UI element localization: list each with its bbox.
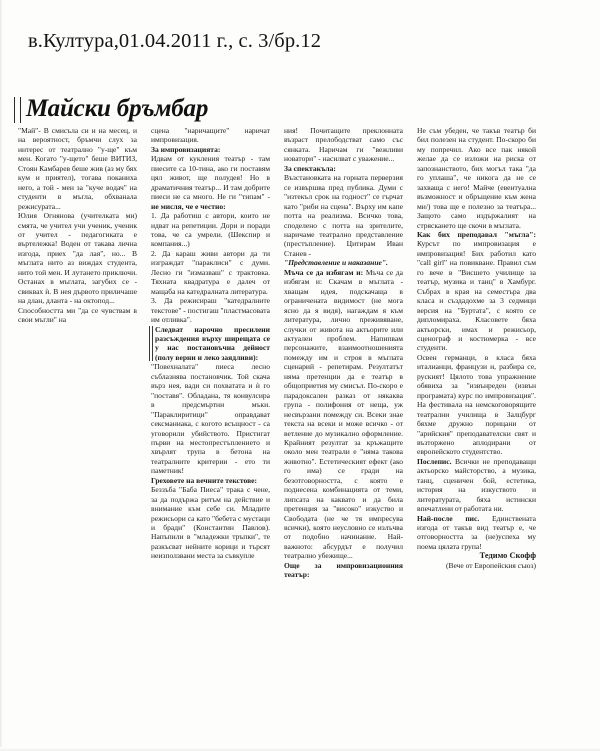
subheading-sins-of-eternal-texts: Греховете на вечните текстове: (151, 475, 258, 485)
paragraph: "Повехналата" пиеса лесно съблазнява постановчик. Той скача върз нея, вади си похватата и ѝ го "поставя". Обладана, тя конвулсира в предсмъртни мъки. "Параклиритици" оправдават сексманиака, с когото всъщност - са уговорили убийството. Пристигат първи на местопрестъплението и хвърлят трупа в бетона на театралните критерии - ето ти паметник! (151, 362, 270, 476)
subheading-more-about-improv-theatre: Още за импровизационния театър: (284, 560, 403, 580)
paragraph (417, 230, 536, 353)
list-item: 1. Да работиш с автори, които не идват на репетиции. Дори и поради това, че са умрели. (Шекспир и компания...) (151, 211, 270, 249)
source-reference-line: в.Култура,01.04.2011 г., с. 3/бр.12 (28, 30, 322, 52)
paragraph-text: Всички не преподаващи актьорско майсторство, а музика, танц, сценичен бой, естетика, история на изкуството и литературата, бяха истински впечатлени от работата ни. (417, 456, 537, 514)
headline-block (14, 96, 208, 123)
column-2 (143, 126, 276, 580)
subheading-about-the-performance: За спектакъла: (284, 163, 336, 173)
paragraph: Възстановката на горната перверзия се извършва пред публика. Думи с "изтекъл срок на годност" се гърчат като "риби на сцена". Върху им капе потта на реализма. Всичко това, споделено с потта на зрителите, наричаме театрално представление (престъпление). Цитирам Иван Станев - (284, 173, 403, 258)
paragraph-text: Идвам от кукления театър - там пиесите са 10-тина, ако ги поставям цял живот, ще полудея! Но в драматичния театър... И там добрите пиеси не са много. Не ги "типам" - (151, 154, 270, 202)
paragraph-lead-bold: Мъча се да избягам и: (284, 267, 366, 277)
headline-text: Майски бръмбар (26, 95, 209, 122)
list-item: 2. Да караш живи автори да ти изграждат "параклиси" с думи. Лесно ги "измазваш" с трактовка. Тяхната квадратура е далеч от мащаба на катедралната литература. (151, 248, 270, 296)
paragraph-text: Мъча се да избягам и: Скачам в мъглата - хващам идея, подскачаща в ограничената видимост (не мога ясно да я видя), нагаждам я към литература, лично преживяване, случки от живота на актьорите или актуален проблем. Напипвам персонажите, взаимоотношенията помежду им и строя в мъглата сценарий - репетирам. Резултатът няма претенции да е театър в общоприетия му смисъл. По-скоро е парадоксален разказ от някаква група - полифония от неща, уж несвързани помежду си. Всеки знае текста на всеки и може всичко - от ветление до музикално оформление. Крайният резултат за кръжащите около мен театрали е "няма такова животно". Естетическият ефект (ако го има) се гради на безотговорността, с която е поднесена комбинацията от теми, липсата на каквато и да била претенция за "високо" изкуство и Свободата (не че тя импресува всички), която неусловно се излъчва от подобно начинание. Най-важното: абсурдът е получил театрално убежище... (284, 267, 403, 561)
paragraph: Не съм убеден, че такъв театър би бил полезен на студент. По-скоро би му попречил. Ако все пак някой желае да се изложи на риска от запознанството, бих могъл така "да го уплаша", че никога да не се захваща с него! Майче (евентуална възможност и обръщение към жена ми/) това ще е полезно за театъра... Защото само издържалият на стряскането ще скочи в мъглата. (417, 126, 536, 230)
subheading-improvisation: За импровизацията: (151, 144, 221, 154)
paragraph: Способността ми "да се чувствам в свои мъгли" на (18, 305, 137, 325)
column-1 (18, 126, 143, 580)
paragraph (417, 514, 536, 552)
article-columns (18, 126, 586, 580)
column-3 (276, 126, 409, 580)
paragraph (284, 268, 403, 561)
paragraph: сцена "наричащите" наричат импровизация. (151, 126, 270, 145)
scan-edge-bottom (0, 747, 600, 751)
paragraph-text: Единствената изгода от такъв вид театър е, че отговорността за (не)успеха му поема цялата група! (417, 513, 536, 551)
paragraph: Беззъба "Баба Пиеса" трака с чене, за да подържа ритъм на действие и внимание към себе си. Младите режисьори са като "бебета с мустаци и бради" (Константин Павлов). Напъпили в "младежки тръпки", те разкъсват нейните корици и търсят неизползвани места за съвкупле (151, 485, 270, 561)
emphasis-boxed-paragraph: Следват нарочно пресилени разсъждения върху ширещата се у нас постановъчна дейност (полу верни и леко заядливи): (151, 325, 270, 363)
author-signature-subtitle: (Вече от Европейския съюз) (446, 560, 536, 570)
paragraph (417, 457, 536, 514)
article-headline (26, 96, 208, 121)
paragraph: Освен германци, в класа бяха италианци, французи и, разбира се, руският! Цялото това упражнение обявиха за "извънреден (извън програмата) курс по импровизация". На фестивала на немскоговорящите театрални училища в Залцбург бяхме дружно порицани от "арийския" преподавателски свят и възторжено аплодирани от европейското студентство. (417, 352, 536, 457)
headline-rule-decoration (14, 97, 21, 123)
quoted-title: "Представление и наказание". (284, 258, 388, 268)
column-4 (409, 126, 542, 580)
list-item: 3. Да режисираш "катедралните текстове" - постигаш "пластмасовата им отливка". (151, 296, 270, 325)
postscript-label: Послепис. (417, 456, 452, 466)
final-postscript-label: Най-после пис. (417, 513, 480, 523)
scan-edge-left (0, 0, 3, 751)
paragraph-text: Курсът по импровизация е импровизация! Бих работил като "call girl" на повикване. Правил съм го вече в "Висшето училище за театър, музика и танц" в Хамбург. Събрах в края на семестъра два класа и създадохме за 3 седмици версия на "Буртата", с която се дипломираха. Класовете бяха актьорски, имах и режисьор, сценограф и костюмерка - все студенти. (417, 239, 536, 353)
paragraph-tail-bold: не мисля, че е честно: (151, 201, 226, 211)
paragraph: "Май"- В смисъла си и на месец, и на вероятност, бръмчи слух за интерес от театрално "у-ще" към мен. Когато "у-щето" беше ВИТИЗ, Стоян Камбарев беше жив (аз му бях кум и приятел), тогава поканиха него, а той - мен за "куче водач" на студенти в мъгла, обхванала режисурата... (18, 126, 137, 211)
paragraph: Юлия Огнянова (учителката ми) смята, че учител учи ученик, ученик от учител - педагогиката е въртележка! Воден от такава лична изгода, приех "да лая", но... В мъглата нито аз виждах студента, нито той мен. И лутането приключи. Останах в мъглата, загубих се - свиквах ѝ. В нея дървото приличаше на длан, дланта - на октопод... (18, 211, 137, 306)
paragraph (151, 154, 270, 211)
author-signature: Тедимо Скофф (479, 551, 536, 561)
paragraph: ния! Почитащите преклонната възраст прелободстват само със сянката. Наричам ги "вежливи новатори" - насилват с уважение... (284, 126, 403, 164)
subheading-how-i-would-teach: Как бих преподавал "мъгла": (417, 229, 536, 239)
